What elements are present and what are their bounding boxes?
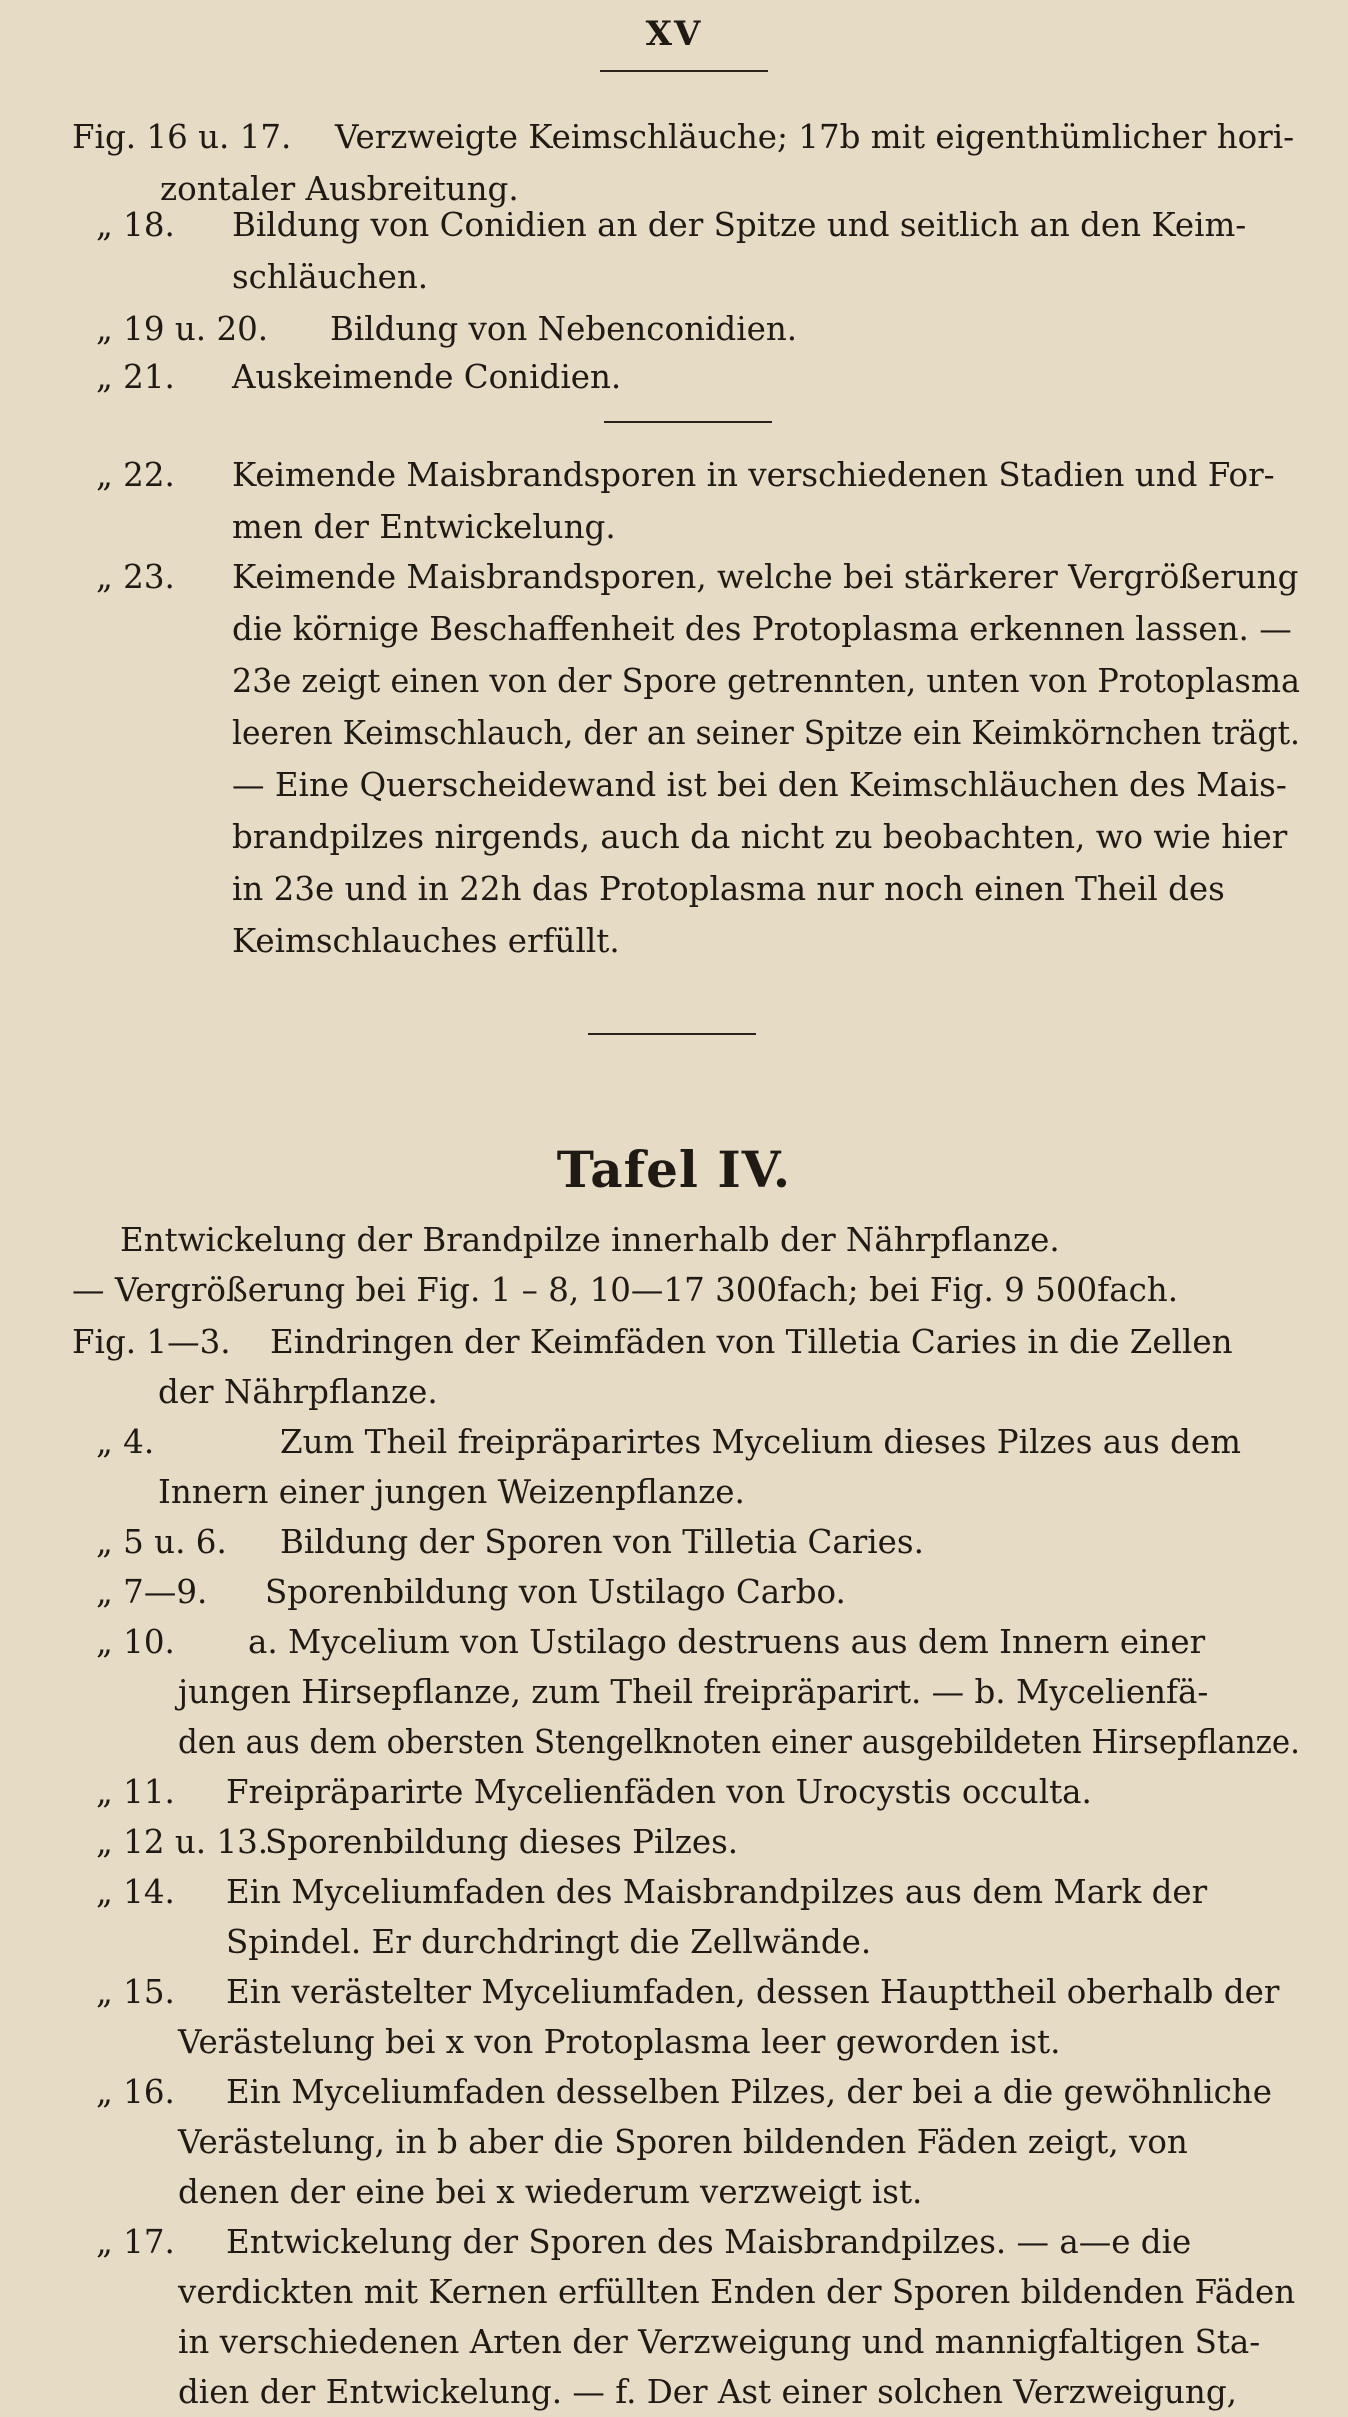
header-rule [600, 70, 768, 72]
page-number: XV [645, 14, 703, 54]
figure-caption-line: in verschiedenen Arten der Verzweigung und mannigfaltigen Sta- [178, 2323, 1261, 2361]
figure-caption-line: Entwickelung der Sporen des Maisbrandpilzes. — a—e die [226, 2223, 1192, 2261]
figure-caption-line: Innern einer jungen Weizenpflanze. [158, 1473, 745, 1511]
figure-number: „ 21. [96, 358, 175, 396]
figure-number: Fig. 16 u. 17. [72, 118, 292, 156]
figure-caption-line: a. Mycelium von Ustilago destruens aus dem Innern einer [248, 1623, 1206, 1661]
figure-number: „ 11. [96, 1773, 175, 1811]
figure-caption-line: — Eine Querscheidewand ist bei den Keimschläuchen des Mais- [232, 766, 1287, 804]
figure-caption-line: in 23e und in 22h das Protoplasma nur noch einen Theil des [232, 870, 1225, 908]
figure-number: „ 7—9. [96, 1573, 208, 1611]
figure-number: „ 18. [96, 206, 175, 244]
figure-caption-line: den aus dem obersten Stengelknoten einer ausgebildeten Hirsepflanze. [178, 1723, 1300, 1761]
figure-number: „ 16. [96, 2073, 175, 2111]
figure-caption-line: dien der Entwickelung. — f. Der Ast einer solchen Verzweigung, [178, 2373, 1237, 2411]
figure-caption-line: Ein verästelter Myceliumfaden, dessen Haupttheil oberhalb der [226, 1973, 1280, 2011]
figure-caption-line: Ein Myceliumfaden des Maisbrandpilzes aus dem Mark der [226, 1873, 1208, 1911]
figure-caption-line: verdickten mit Kernen erfüllten Enden der Sporen bildenden Fäden [178, 2273, 1296, 2311]
figure-caption-line: Spindel. Er durchdringt die Zellwände. [226, 1923, 872, 1961]
figure-caption-line: Verzweigte Keimschläuche; 17b mit eigenthümlicher hori- [335, 118, 1295, 156]
figure-caption-line: Sporenbildung von Ustilago Carbo. [265, 1573, 846, 1611]
figure-caption-line: denen der eine bei x wiederum verzweigt ist. [178, 2173, 923, 2211]
figure-number: „ 19 u. 20. [96, 310, 269, 348]
figure-caption-line: men der Entwickelung. [232, 508, 616, 546]
section-divider [588, 1033, 756, 1035]
figure-caption-line: Verästelung bei x von Protoplasma leer geworden ist. [178, 2023, 1061, 2061]
figure-caption-line: 23e zeigt einen von der Spore getrennten, unten von Protoplasma [232, 662, 1300, 700]
figure-caption-line: Keimende Maisbrandsporen in verschiedenen Stadien und For- [232, 456, 1275, 494]
figure-caption-line: Keimschlauches erfüllt. [232, 922, 620, 960]
figure-number: „ 23. [96, 558, 175, 596]
figure-number: „ 5 u. 6. [96, 1523, 227, 1561]
figure-caption-line: Auskeimende Conidien. [232, 358, 622, 396]
section-divider [604, 421, 772, 423]
figure-caption-line: Freipräparirte Mycelienfäden von Urocystis occulta. [226, 1773, 1092, 1811]
figure-caption-line: Sporenbildung dieses Pilzes. [265, 1823, 739, 1861]
figure-number: „ 22. [96, 456, 175, 494]
tafel-heading: Tafel IV. [556, 1140, 792, 1199]
figure-caption-line: schläuchen. [232, 258, 429, 296]
figure-caption-line: Keimende Maisbrandsporen, welche bei stärkerer Vergrößerung [232, 558, 1299, 596]
figure-caption-line: jungen Hirsepflanze, zum Theil freipräparirt. — b. Mycelienfä- [178, 1673, 1209, 1711]
figure-caption-line: Bildung von Nebenconidien. [330, 310, 798, 348]
figure-number: „ 14. [96, 1873, 175, 1911]
figure-number: „ 17. [96, 2223, 175, 2261]
figure-number: Fig. 1—3. [72, 1323, 231, 1361]
figure-number: „ 12 u. 13. [96, 1823, 269, 1861]
figure-caption-line: leeren Keimschlauch, der an seiner Spitze ein Keimkörnchen trägt. [232, 714, 1300, 752]
figure-caption-line: Bildung der Sporen von Tilletia Caries. [280, 1523, 924, 1561]
figure-caption-line: Eindringen der Keimfäden von Tilletia Caries in die Zellen [270, 1323, 1233, 1361]
figure-caption-line: zontaler Ausbreitung. [160, 170, 519, 208]
intro-line: Entwickelung der Brandpilze innerhalb der Nährpflanze. [120, 1221, 1060, 1259]
figure-number: „ 10. [96, 1623, 175, 1661]
figure-caption-line: Verästelung, in b aber die Sporen bildenden Fäden zeigt, von [178, 2123, 1188, 2161]
figure-caption-line: brandpilzes nirgends, auch da nicht zu beobachten, wo wie hier [232, 818, 1288, 856]
figure-caption-line: Zum Theil freipräparirtes Mycelium dieses Pilzes aus dem [280, 1423, 1241, 1461]
figure-caption-line: Bildung von Conidien an der Spitze und seitlich an den Keim- [232, 206, 1247, 244]
figure-number: „ 15. [96, 1973, 175, 2011]
intro-line: — Vergrößerung bei Fig. 1 – 8, 10—17 300fach; bei Fig. 9 500fach. [72, 1271, 1179, 1309]
figure-caption-line: der Nährpflanze. [158, 1373, 438, 1411]
figure-caption-line: Ein Myceliumfaden desselben Pilzes, der bei a die gewöhnliche [226, 2073, 1272, 2111]
figure-caption-line: die körnige Beschaffenheit des Protoplasma erkennen lassen. — [232, 610, 1292, 648]
figure-number: „ 4. [96, 1423, 155, 1461]
